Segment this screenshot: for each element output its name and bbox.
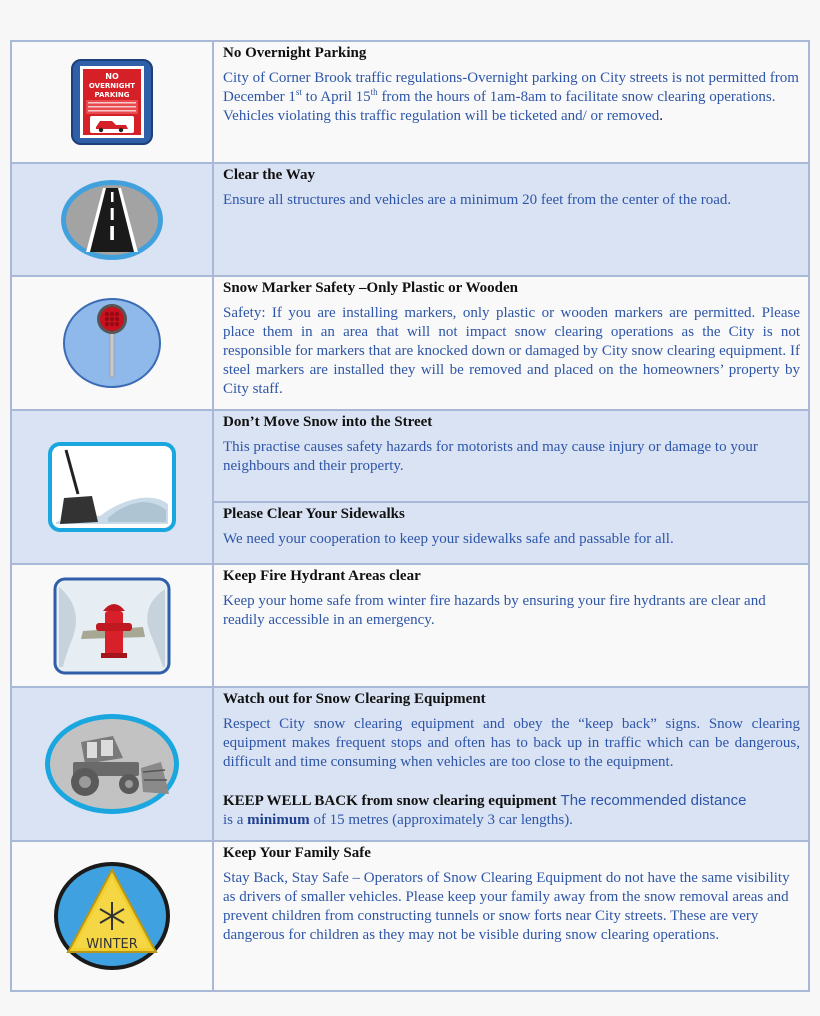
text-cell [213,502,809,564]
row-body: Keep your home safe from winter fire hazards by ensuring your fire hydrants are clear and readily accessible in an emergency. [223,593,766,628]
table-row [11,163,809,276]
table-row [11,410,809,502]
table-row [11,564,809,687]
row-body: We need your cooperation to keep your sidewalks safe and passable for all. [223,531,674,547]
row-body: Safety: If you are installing markers, only plastic or wooden markers are permitted. Please place them in an area that will not impact snow clearing operations as the City is not responsible for markers that are knocked down or damaged by City snow clearing equipment. If steel markers are installed they will be removed and placed on the homeowners’ property by City staff. [223,305,800,397]
sign-line-1: NO [105,72,119,81]
row-body: This practise causes safety hazards for motorists and may cause injury or damage to your neighbours and their property. [223,439,758,474]
winter-warning-sign-icon [52,860,172,972]
sign-text: WINTER [86,937,138,952]
icon-cell [11,841,213,991]
text-cell [213,276,809,410]
icon-cell [11,163,213,276]
text-cell [213,41,809,163]
info-table [10,40,810,992]
row-title: Clear the Way [223,167,315,183]
row-body: Stay Back, Stay Safe – Operators of Snow Clearing Equipment do not have the same visibility as drivers of smaller vehicles. Please keep your family away from the snow removal areas and prevent children from constructing tunnels or snow forts near City streets. These are very dangerous for children as they may not be visible during snow clearing operations. [223,870,790,943]
snow-marker-icon [62,297,162,389]
icon-cell [11,687,213,841]
table-row [11,276,809,410]
text-cell [213,687,809,841]
text-cell [213,841,809,991]
icon-cell [11,410,213,564]
text-cell [213,163,809,276]
table-row [11,41,809,163]
road-icon [59,178,165,262]
snow-shovel-icon [48,442,176,532]
row-title: Watch out for Snow Clearing Equipment [223,691,486,707]
icon-cell [11,41,213,163]
row-title: No Overnight Parking [223,45,367,61]
snow-plow-tractor-icon [43,712,181,816]
text-cell [213,410,809,502]
text-cell [213,564,809,687]
row-title: Don’t Move Snow into the Street [223,414,433,430]
sign-line-2: OVERNIGHT [88,82,136,90]
fire-hydrant-icon [53,577,171,675]
row-title: Keep Your Family Safe [223,845,371,861]
icon-cell [11,564,213,687]
row-body: Ensure all structures and vehicles are a minimum 20 feet from the center of the road. [223,192,732,208]
row-title: Please Clear Your Sidewalks [223,506,405,522]
keep-back-note: KEEP WELL BACK from snow clearing equipment The recommended distance is a minimum of 15 metres (approximately 3 car lengths). [223,792,747,828]
row-body: City of Corner Brook traffic regulations-Overnight parking on City streets is not permitted from December 1st to April 15th from the hours of 1am-8am to facilitate snow clearing operations. Vehicles violating this traffic regulation will be ticketed and/ or removed. [223,70,799,124]
row-title: Snow Marker Safety –Only Plastic or Wooden [223,280,519,296]
sign-line-3: PARKING [94,91,130,99]
row-body: Respect City snow clearing equipment and obey the “keep back” signs. Snow clearing equipment makes frequent stops and often has to back up in traffic which can be dangerous, difficult and time consuming when vehicles are too close to the equipment. [223,716,800,770]
icon-cell [11,276,213,410]
table-row [11,687,809,841]
table-row [11,841,809,991]
row-title: Keep Fire Hydrant Areas clear [223,568,421,584]
no-parking-sign-icon [71,59,153,145]
